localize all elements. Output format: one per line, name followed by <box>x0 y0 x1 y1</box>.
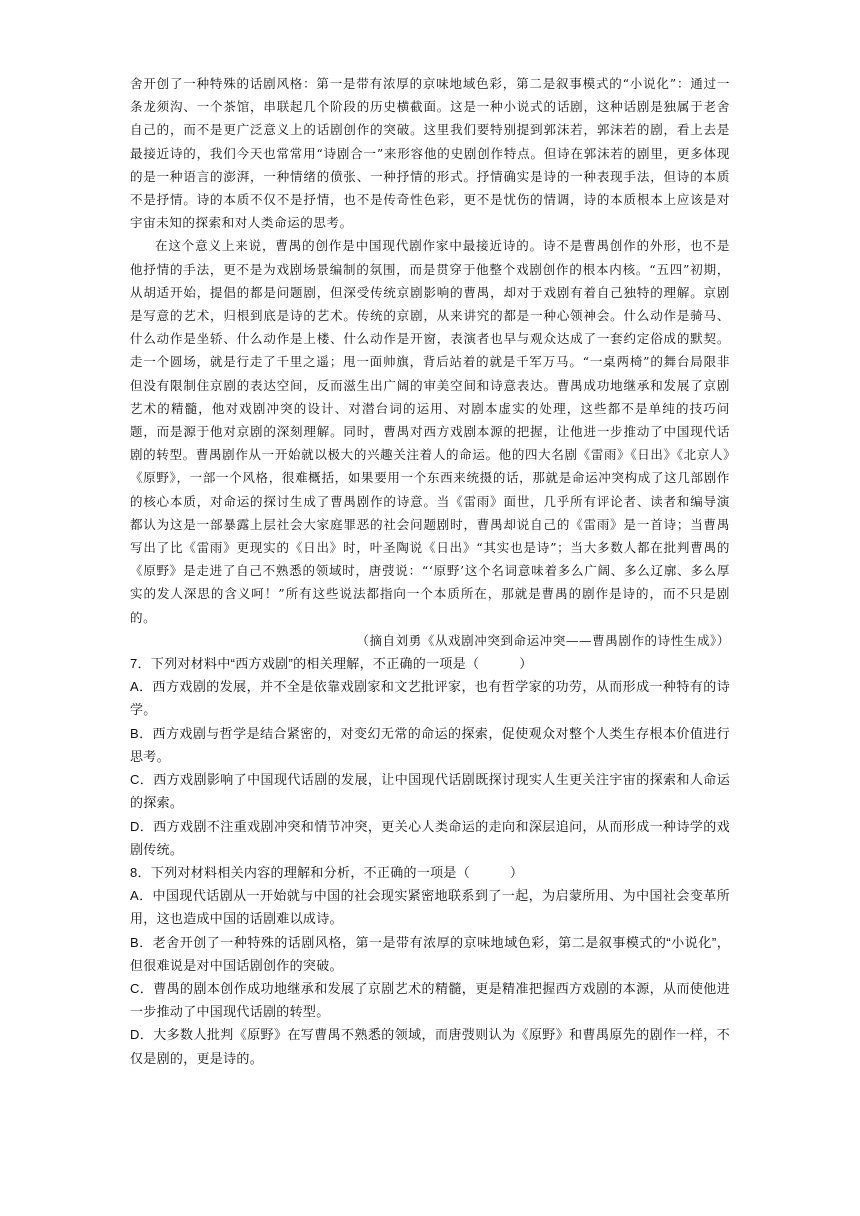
question-stem: 7．下列对材料中“西方戏剧”的相关理解，不正确的一项是（ ） <box>130 656 533 672</box>
option-c: C．曹禺的剧本创作成功地继承和发展了京剧艺术的精髓，更是精准把握西方戏剧的本源，从而使他进一步推动了中国现代话剧的转型。 <box>130 980 730 1020</box>
option-d: D．西方戏剧不注重戏剧冲突和情节冲突，更关心人类命运的走向和深层追问，从而形成一种诗学的戏剧传统。 <box>130 818 730 857</box>
option-a: A．西方戏剧的发展，并不全是依靠戏剧家和文艺批评家，也有哲学家的功劳，从而形成一种特有的诗学。 <box>130 679 730 718</box>
question-stem: 8．下列对材料相关内容的理解和分析，不正确的一项是（ ） <box>130 864 524 880</box>
option-b: B．西方戏剧与哲学是结合紧密的，对变幻无常的命运的探索，促使观众对整个人类生存根本价值进行思考。 <box>130 725 730 764</box>
passage-paragraph-2: 在这个意义上来说，曹禺的创作是中国现代剧作家中最接近诗的。诗不是曹禺创作的外形，也不是他抒情的手法，更不是为戏剧场景编制的氛围，而是贯穿于他整个戏剧创作的根本内核。“五四”初期，从胡适开始，提倡的都是问题剧，但深受传统京剧影响的曹禺，却对于戏剧有着自己独特的理解。京剧是写意的艺术，归根到底是诗的艺术。传统的京剧，从来讲究的都是一种心领神会。什么动作是骑马、什么动作是坐轿、什么动作是上楼、什么动作是开窗，表演者也早与观众达成了一套约定俗成的默契。走一个圆场，就是行走了千里之遥；甩一面帅旗，背后站着的就是千军万马。“一桌两椅”的舞台局限非但没有限制住京剧的表达空间，反而滋生出广阔的审美空间和诗意表达。曹禺成功地继承和发展了京剧艺术的精髓，他对戏剧冲突的设计、对潜台词的运用、对剧本虚实的处理，这些都不是单纯的技巧问题，而是源于他对京剧的深刻理解。同时，曹禺对西方戏剧本源的把握，让他进一步推动了中国现代话剧的转型。曹禺剧作从一开始就以极大的兴趣关注着人的命运。他的四大名剧《雷雨》《日出》《北京人》《原野》，一部一个风格，很难概括，如果要用一个东西来统摄的话，那就是命运冲突构成了这几部剧作的核心本质，对命运的探讨生成了曹禺剧作的诗意。当《雷雨》面世，几乎所有评论者、读者和编导演都认为这是一部暴露上层社会大家庭罪恶的社会问题剧时，曹禺却说自己的《雷雨》是一首诗；当曹禺写出了比《雷雨》更现实的《日出》时，叶圣陶说《日出》“其实也是诗”；当大多数人都在批判曹禺的《原野》是走进了自己不熟悉的领域时，唐弢说：“‘原野’这个名词意味着多么广阔、多么辽廓、多么厚实的发人深思的含义呵！”所有这些说法都指向一个本质所在，那就是曹禺的剧作是诗的，而不只是剧的。 <box>130 238 730 625</box>
passage-citation: （摘自刘勇《从戏剧冲突到命运冲突——曹禺剧作的诗性生成》） <box>356 632 730 648</box>
option-a: A．中国现代话剧从一开始就与中国的社会现实紧密地联系到了一起，为启蒙所用、为中国社会变革所用，这也造成中国的话剧难以成诗。 <box>130 888 730 927</box>
option-d: D．大多数人批判《原野》在写曹禺不熟悉的领域，而唐弢则认为《原野》和曹禺原先的剧作一样，不仅是剧的，更是诗的。 <box>130 1027 730 1066</box>
question-7 <box>130 652 730 861</box>
passage-paragraph-1: 舍开创了一种特殊的话剧风格：第一是带有浓厚的京味地域色彩，第二是叙事模式的“小说化”：通过一条龙须沟、一个茶馆，串联起几个阶段的历史横截面。这是一种小说式的话剧，这种话剧是独属于老舍自己的，而不是更广泛意义上的话剧创作的突破。这里我们要特别提到郭沫若，郭沫若的剧，看上去是最接近诗的，我们今天也常常用“诗剧合一”来形容他的史剧创作特点。但诗在郭沫若的剧里，更多体现的是一种语言的澎湃，一种情绪的偾张、一种抒情的形式。抒情确实是诗的一种表现手法，但诗的本质不是抒情。诗的本质不仅不是抒情，也不是传奇性色彩，更不是忧伤的情调，诗的本质根本上应该是对宇宙未知的探索和对人类命运的思考。 <box>130 76 730 231</box>
option-c: C．西方戏剧影响了中国现代话剧的发展，让中国现代话剧既探讨现实人生更关注宇宙的探索和人命运的探索。 <box>130 772 730 811</box>
question-8 <box>130 861 730 1070</box>
option-b: B．老舍开创了一种特殊的话剧风格，第一是带有浓厚的京味地域色彩，第二是叙事模式的“小说化”，但很难说是对中国话剧创作的突破。 <box>130 934 730 973</box>
